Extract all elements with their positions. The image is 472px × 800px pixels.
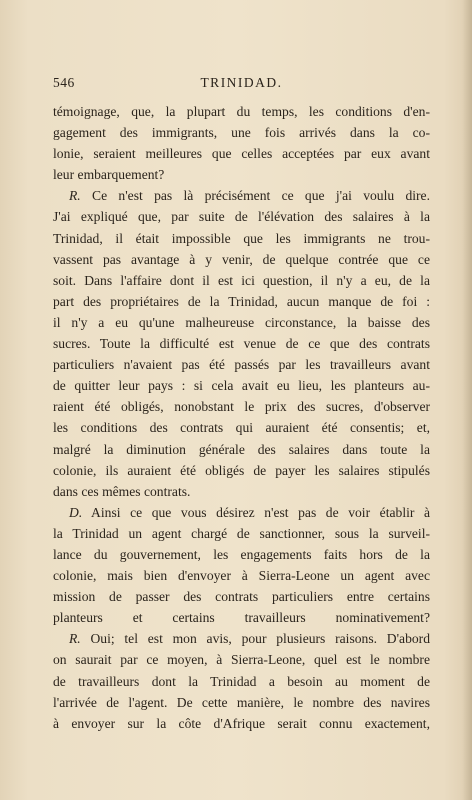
page-number: 546 [53, 75, 75, 90]
line-text: malgré la diminution générale des salaires dans toute la [53, 441, 430, 457]
page-edge-shadow [462, 0, 472, 800]
line-text: témoignage, que, la plupart du temps, les conditions d'en- [53, 104, 430, 119]
text-line [53, 565, 430, 586]
speaker-label: R. [69, 631, 81, 647]
line-text: Oui; tel est mon avis, pour plusieurs raisons. D'abord [90, 631, 430, 647]
line-text: J'ai expliqué que, par suite de l'élévation des salaires à la [53, 209, 430, 225]
text-line [53, 523, 430, 544]
line-text: de quitter leur pays : si cela avait eu lieu, les planteurs au- [53, 378, 430, 394]
line-text: lance du gouvernement, les engagements faits hors de la [53, 546, 430, 562]
line-text: gagement des immigrants, une fois arrivés dans la co- [53, 125, 430, 141]
text-line [53, 586, 430, 607]
line-text: il n'y a eu qu'une malheureuse circonstance, la baisse des [53, 314, 430, 330]
text-line [53, 375, 430, 396]
text-line [53, 692, 430, 713]
line-text: raient été obligés, nonobstant le prix des sucres, d'observer [53, 399, 430, 415]
text-line [53, 291, 430, 312]
running-header [53, 75, 430, 95]
text-line [53, 649, 430, 670]
line-text: vassent pas avantage à y venir, de quelque contrée que ce [53, 251, 430, 267]
line-text: soit. Dans l'affaire dont il est ici question, il n'y a eu, de la [53, 272, 430, 288]
text-line [53, 206, 430, 227]
speaker-label: R. [69, 188, 81, 204]
line-text: l'arrivée de l'agent. De cette manière, le nombre des navires [53, 694, 430, 710]
line-text: colonie, mais bien d'envoyer à Sierra-Leone un agent avec [53, 568, 430, 584]
text-line [53, 396, 430, 417]
text-line [53, 270, 430, 291]
line-text: planteurs et certains travailleurs nominativement? [53, 610, 430, 626]
text-line [53, 439, 430, 460]
speaker-label: D. [69, 504, 83, 520]
text-line [53, 164, 430, 185]
text-line [53, 101, 430, 122]
text-line [53, 628, 430, 649]
line-text: la Trinidad un agent chargé de sanctionner, sous la surveil- [53, 525, 430, 541]
line-text: on saurait par ce moyen, à Sierra-Leone, quel est le nombre [53, 652, 430, 668]
text-line [53, 143, 430, 164]
line-text: Ce n'est pas là précisément ce que j'ai voulu dire. [92, 188, 430, 204]
line-text: sucres. Toute la difficulté est venue de ce que des contrats [53, 336, 430, 352]
running-title: TRINIDAD. [200, 75, 283, 90]
line-text: particuliers n'avaient pas été passés par les travailleurs avant [53, 357, 430, 373]
text-line [53, 228, 430, 249]
line-text: à envoyer sur la côte d'Afrique serait connu exactement, [53, 715, 430, 731]
text-line [53, 312, 430, 333]
line-text: part des propriétaires de la Trinidad, aucun manque de foi : [53, 293, 430, 309]
line-text: lonie, seraient meilleures que celles acceptées par eux avant [53, 146, 430, 162]
text-line [53, 481, 430, 502]
text-line [53, 417, 430, 438]
line-text: les conditions des contrats qui auraient été consentis; et, [53, 420, 430, 436]
line-text: Ainsi ce que vous désirez n'est pas de voir établir à [91, 504, 430, 520]
line-text: leur embarquement? [53, 167, 165, 183]
line-text: mission de passer des contrats particuliers entre certains [53, 589, 430, 605]
body-text [53, 101, 430, 734]
text-line [53, 544, 430, 565]
text-line [53, 249, 430, 270]
text-line [53, 122, 430, 143]
text-line [53, 671, 430, 692]
text-line [53, 713, 430, 734]
text-line [53, 460, 430, 481]
text-line [53, 502, 430, 523]
line-text: Trinidad, il était impossible que les immigrants ne trou- [53, 230, 430, 246]
text-line [53, 185, 430, 206]
text-line [53, 333, 430, 354]
text-line [53, 607, 430, 628]
line-text: de travailleurs dont la Trinidad a besoin au moment de [53, 673, 430, 689]
text-line [53, 354, 430, 375]
line-text: colonie, ils auraient été obligés de payer les salaires stipulés [53, 462, 430, 478]
line-text: dans ces mêmes contrats. [53, 483, 191, 499]
